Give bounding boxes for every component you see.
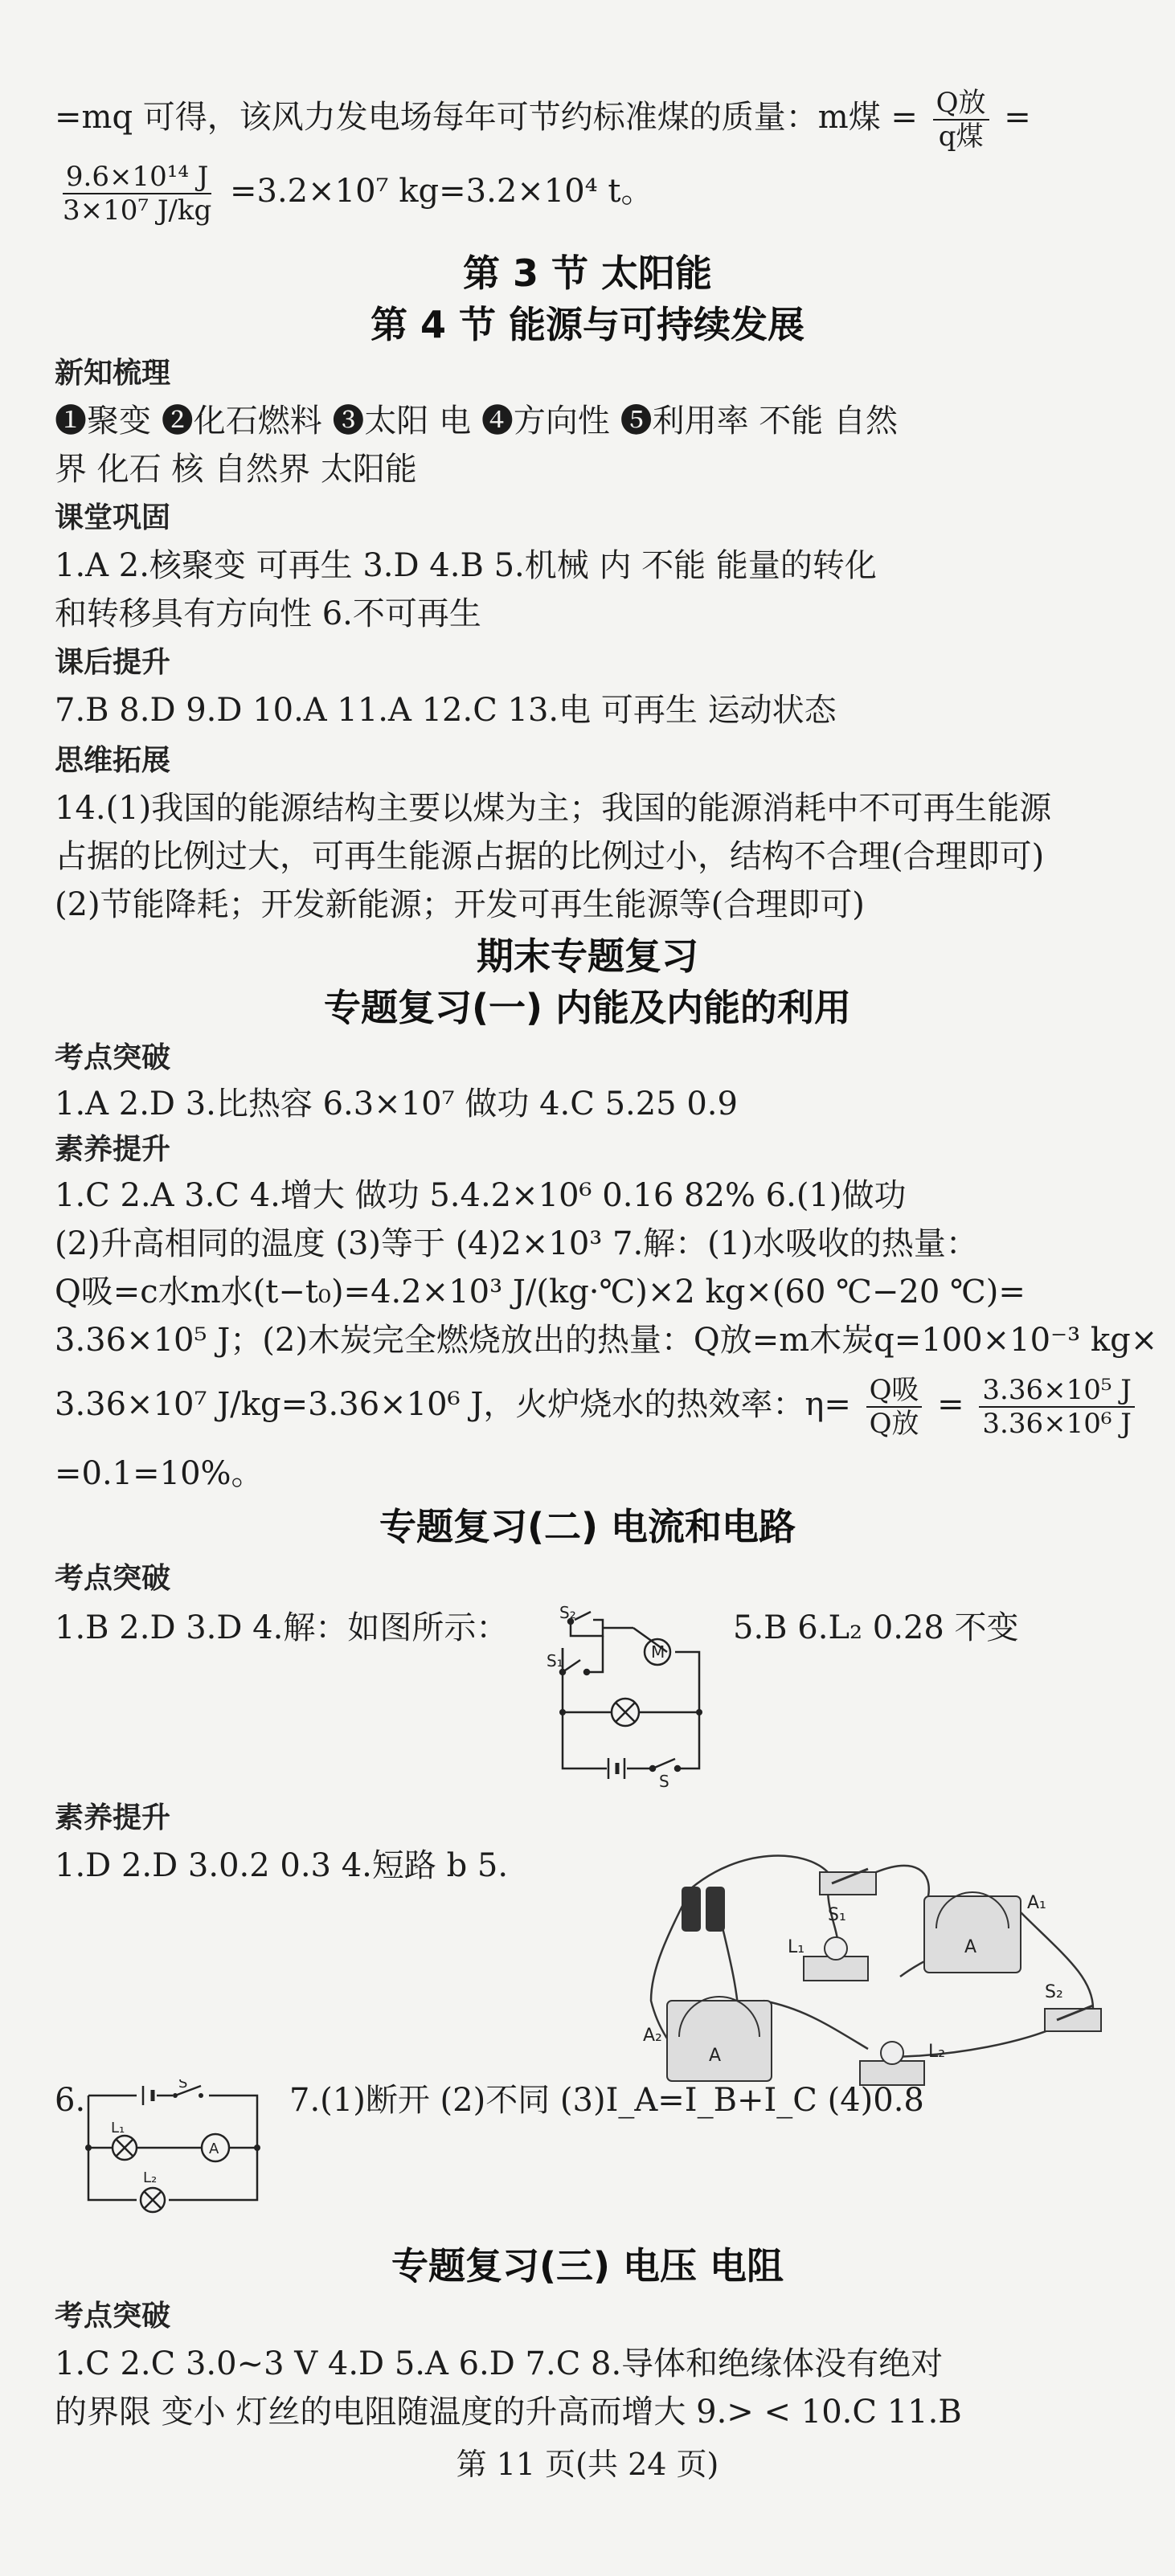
text-topic1-sy-4: 3.36×10⁵ J；(2)木炭完全燃烧放出的热量：Q放=m木炭q=100×10⁻³ kg× [55, 1322, 1158, 1359]
label-l2: L₂ [143, 2169, 158, 2186]
fraction-numerator: Q放 [933, 87, 989, 121]
text-topic1-sy-1: 1.C 2.A 3.C 4.增大 做功 5.4.2×10⁶ 0.16 82% 6.(1)做功 [55, 1177, 907, 1214]
subheading-ketang: 课堂巩固 [55, 501, 171, 534]
heading-topic-2: 专题复习(二) 电流和电路 [379, 1505, 796, 1548]
text-topic3-kd-1: 1.C 2.C 3.0~3 V 4.D 5.A 6.D 7.C 8.导体和绝缘体没有绝对 [55, 2345, 944, 2382]
fraction-numerator: 3.36×10⁵ J [979, 1374, 1135, 1408]
label-l1: L₁ [788, 1937, 805, 1957]
label-motor: M [651, 1642, 665, 1662]
text-line-2 [55, 161, 1099, 227]
text-ketang-2: 和转移具有方向性 6.不可再生 [55, 595, 481, 632]
text-siwei-1: 14.(1)我国的能源结构主要以煤为主；我国的能源消耗中不可再生能源 [55, 790, 1052, 827]
heading-section-4: 第 4 节 能源与可持续发展 [370, 303, 805, 346]
page-footer: 第 11 页(共 24 页) [456, 2447, 719, 2482]
label-s: S [178, 2079, 188, 2091]
subheading-kehou: 课后提升 [55, 646, 171, 679]
text-topic3-kd-2: 的界限 变小 灯丝的电阻随温度的升高而增大 9.> < 10.C 11.B [55, 2394, 962, 2431]
subheading-xinzhi: 新知梳理 [55, 357, 171, 390]
fraction-heat-values [979, 1374, 1135, 1440]
fraction-denominator: Q放 [869, 1408, 919, 1440]
heading-final-review: 期末专题复习 [477, 934, 698, 978]
fraction-energy-over-heat-value [59, 161, 215, 227]
subheading-kaodian-1: 考点突破 [55, 1041, 171, 1074]
text-kehou-1: 7.B 8.D 9.D 10.A 11.A 12.C 13.电 可再生 运动状态 [55, 692, 837, 729]
text-ketang-1: 1.A 2.核聚变 可再生 3.D 4.B 5.机械 内 不能 能量的转化 [55, 547, 877, 584]
label-a2: A₂ [643, 2026, 662, 2046]
text-topic1-sy-3: Q吸=c水m水(t−t₀)=4.2×10³ J/(kg·℃)×2 kg×(60 ℃−20 ℃)= [55, 1274, 1026, 1310]
fraction-q-xi-q-fang [866, 1374, 923, 1440]
circuit-diagram-q4 [530, 1604, 731, 1789]
fraction-numerator: 9.6×10¹⁴ J [63, 161, 212, 194]
label-s2: S₂ [1045, 1982, 1063, 2002]
label-s1: S₁ [547, 1651, 563, 1670]
fraction-denominator: 3×10⁷ J/kg [63, 194, 212, 227]
text-xinzhi-2: 界 化石 核 自然界 太阳能 [55, 451, 417, 488]
meter-a2-symbol: A [709, 2046, 722, 2066]
subheading-kaodian-3: 考点突破 [55, 2300, 171, 2333]
text-topic2-q6: 6. [55, 2082, 86, 2119]
heading-topic-3: 专题复习(三) 电压 电阻 [391, 2244, 784, 2288]
line-1-end: = [1004, 99, 1031, 136]
label-s1: S₁ [828, 1905, 846, 1925]
subheading-siwei: 思维拓展 [55, 744, 171, 777]
text-topic2-kd-b: 5.B 6.L₂ 0.28 不变 [733, 1609, 1019, 1646]
meter-symbol: A [209, 2141, 219, 2157]
label-s2: S₂ [559, 1604, 576, 1622]
text-topic1-sy-2: (2)升高相同的温度 (3)等于 (4)2×10³ 7.解：(1)水吸收的热量： [55, 1225, 978, 1262]
circuit-photo-q5 [643, 1840, 1133, 2105]
text-siwei-2: 占据的比例过大，可再生能源占据的比例过小，结构不合理(合理即可) [55, 838, 1045, 875]
label-l1: L₁ [111, 2120, 125, 2136]
line-2-rest: =3.2×10⁷ kg=3.2×10⁴ t。 [230, 173, 653, 210]
subheading-kaodian-2: 考点突破 [55, 1562, 171, 1595]
text-topic2-sy: 1.D 2.D 3.0.2 0.3 4.短路 b 5. [55, 1847, 509, 1884]
subheading-suyang-1: 素养提升 [55, 1133, 171, 1166]
subheading-suyang-2: 素养提升 [55, 1801, 171, 1834]
text-topic1-kd: 1.A 2.D 3.比热容 6.3×10⁷ 做功 4.C 5.25 0.9 [55, 1086, 738, 1122]
heading-topic-1: 专题复习(一) 内能及内能的利用 [323, 986, 852, 1029]
heading-section-3: 第 3 节 太阳能 [462, 251, 713, 295]
text-line-1 [55, 87, 1099, 153]
text-topic1-sy-5 [55, 1374, 1132, 1440]
fraction-denominator: 3.36×10⁶ J [982, 1408, 1132, 1440]
fraction-numerator: Q吸 [866, 1374, 923, 1408]
label-l2: L₂ [928, 2042, 946, 2062]
circuit-diagram-q6 [80, 2079, 273, 2216]
efficiency-text: 3.36×10⁷ J/kg=3.36×10⁶ J，火炉烧水的热效率：η= [55, 1386, 851, 1423]
equals-sign: = [937, 1386, 964, 1423]
fraction-denominator: q煤 [938, 121, 984, 153]
text-siwei-3: (2)节能降耗；开发新能源；开发可再生能源等(合理即可) [55, 886, 865, 923]
meter-a1-symbol: A [964, 1937, 977, 1957]
text-xinzhi-1: ❶聚变 ❷化石燃料 ❸太阳 电 ❹方向性 ❺利用率 不能 自然 [55, 403, 899, 440]
text-topic2-q7: 7.(1)断开 (2)不同 (3)I_A=I_B+I_C (4)0.8 [289, 2082, 924, 2119]
text-topic2-kd-a: 1.B 2.D 3.D 4.解：如图所示： [55, 1609, 509, 1646]
text-topic1-sy-6: =0.1=10%。 [55, 1455, 264, 1492]
label-s: S [659, 1772, 669, 1789]
fraction-q-fang-q-mei [933, 87, 989, 153]
label-a1: A₁ [1027, 1893, 1046, 1913]
line-1-text: =mq 可得，该风力发电场每年可节约标准煤的质量：m煤 = [55, 99, 918, 136]
